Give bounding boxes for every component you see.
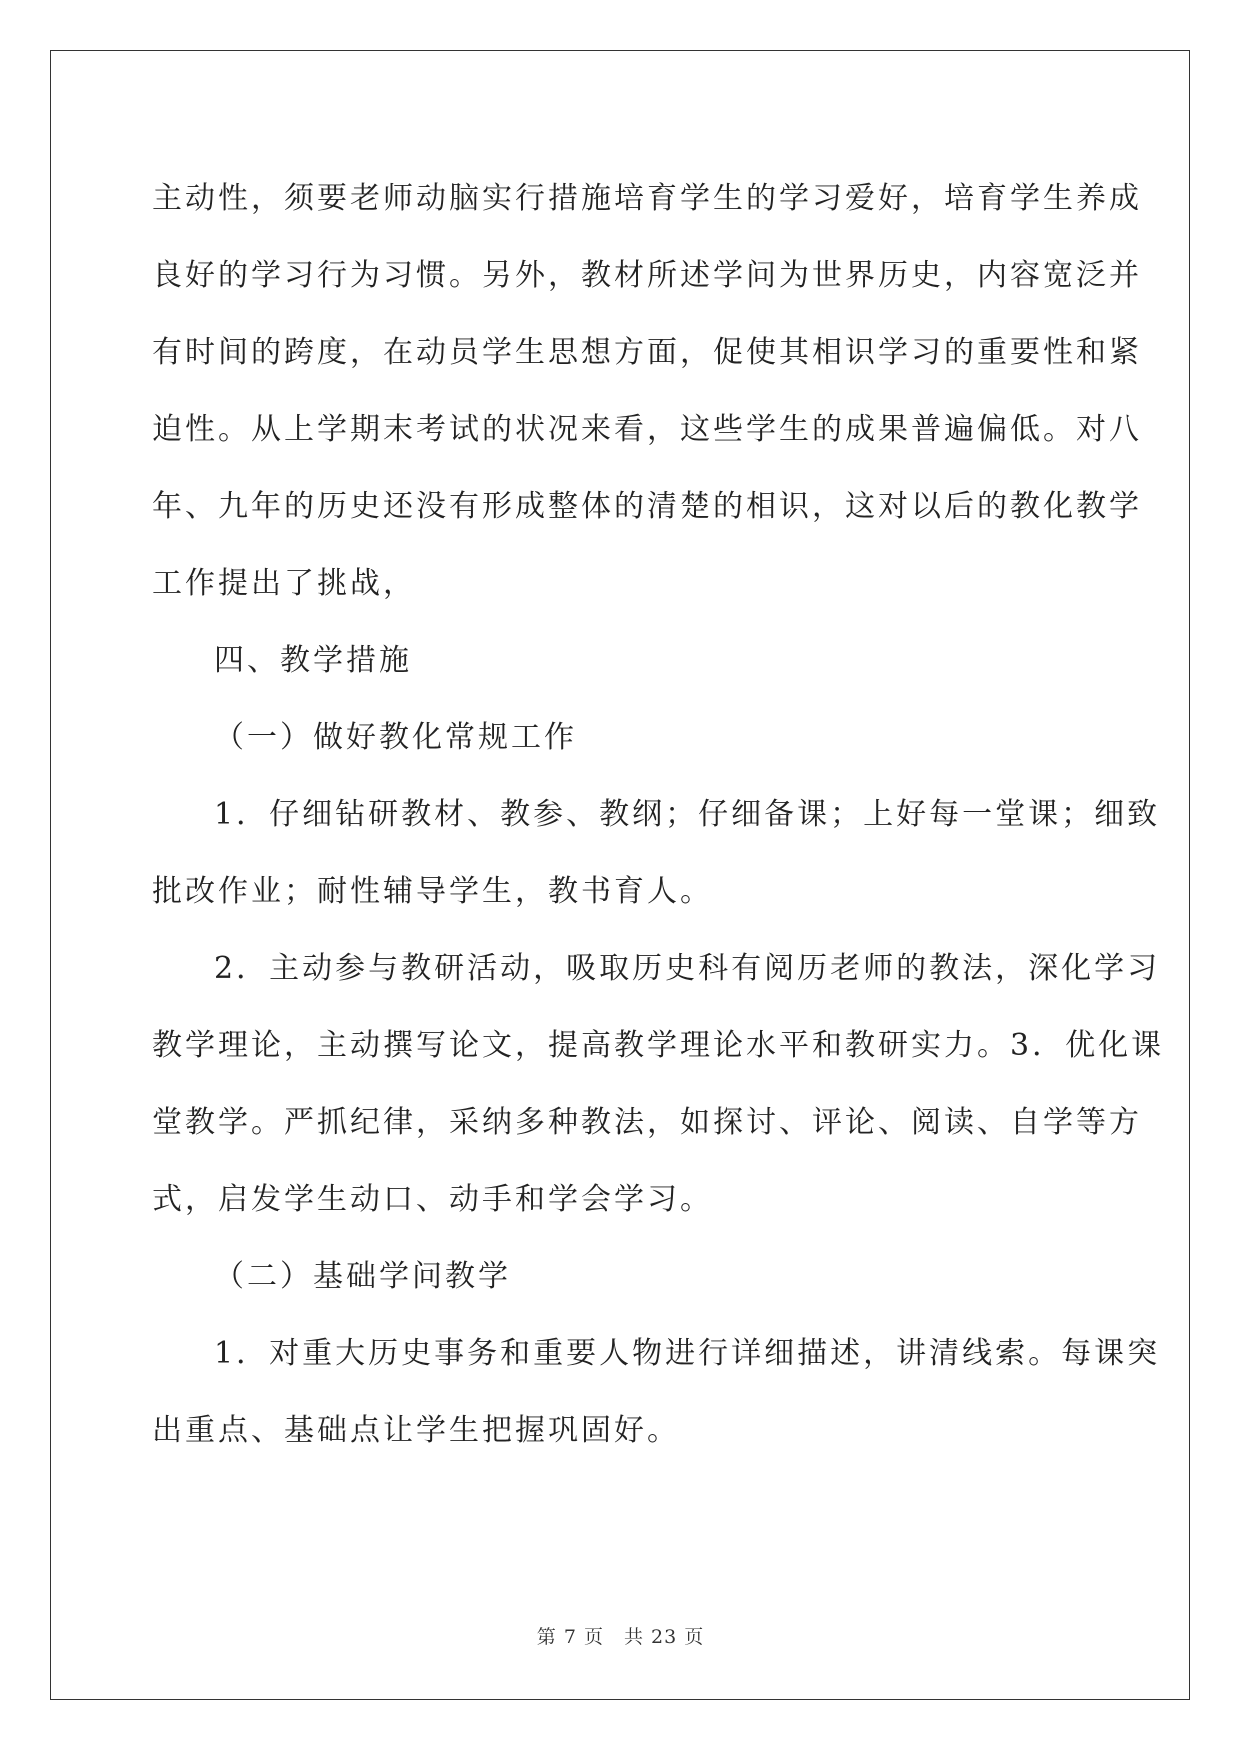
- text-line: 工作提出了挑战，: [152, 566, 416, 601]
- text-line: 教学理论，主动撰写论文，提高教学理论水平和教研实力。3．优化课: [152, 1028, 1165, 1063]
- text-line: 批改作业；耐性辅导学生，教书育人。: [152, 874, 713, 909]
- list-item-1-1: [152, 776, 1161, 930]
- text-line: 有时间的跨度，在动员学生思想方面，促使其相识学习的重要性和紧: [152, 335, 1142, 370]
- paragraph-intro-continued: [152, 160, 1142, 622]
- text-line: 主动性，须要老师动脑实行措施培育学生的学习爱好，培育学生养成: [152, 181, 1142, 216]
- page-number-footer: 第 7 页 共 23 页: [536, 1626, 705, 1648]
- text-line: 1．仔细钻研教材、教参、教纲；仔细备课；上好每一堂课；细致: [214, 797, 1161, 832]
- list-item-1-2: [152, 930, 1165, 1238]
- subsection-heading-text: （二）基础学问教学: [214, 1259, 511, 1294]
- text-line: 年、九年的历史还没有形成整体的清楚的相识，这对以后的教化教学: [152, 489, 1142, 524]
- text-line: 迫性。从上学期末考试的状况来看，这些学生的成果普遍偏低。对八: [152, 412, 1142, 447]
- subsection-heading-basic-knowledge: [152, 1238, 1092, 1315]
- text-line: 堂教学。严抓纪律，采纳多种教法，如探讨、评论、阅读、自学等方: [152, 1105, 1142, 1140]
- section-heading-teaching-measures: [152, 622, 1092, 699]
- text-line: 出重点、基础点让学生把握巩固好。: [152, 1413, 680, 1448]
- text-line: 良好的学习行为习惯。另外，教材所述学问为世界历史，内容宽泛并: [152, 258, 1142, 293]
- subsection-heading-routine-work: [152, 699, 1092, 776]
- document-body: [152, 160, 1165, 1469]
- text-line: 2．主动参与教研活动，吸取历史科有阅历老师的教法，深化学习: [214, 951, 1161, 986]
- section-heading-text: 四、教学措施: [214, 643, 412, 678]
- subsection-heading-text: （一）做好教化常规工作: [214, 720, 577, 755]
- text-line: 式，启发学生动口、动手和学会学习。: [152, 1182, 713, 1217]
- text-line: 1．对重大历史事务和重要人物进行详细描述，讲清线索。每课突: [214, 1336, 1161, 1371]
- list-item-2-1: [152, 1315, 1161, 1469]
